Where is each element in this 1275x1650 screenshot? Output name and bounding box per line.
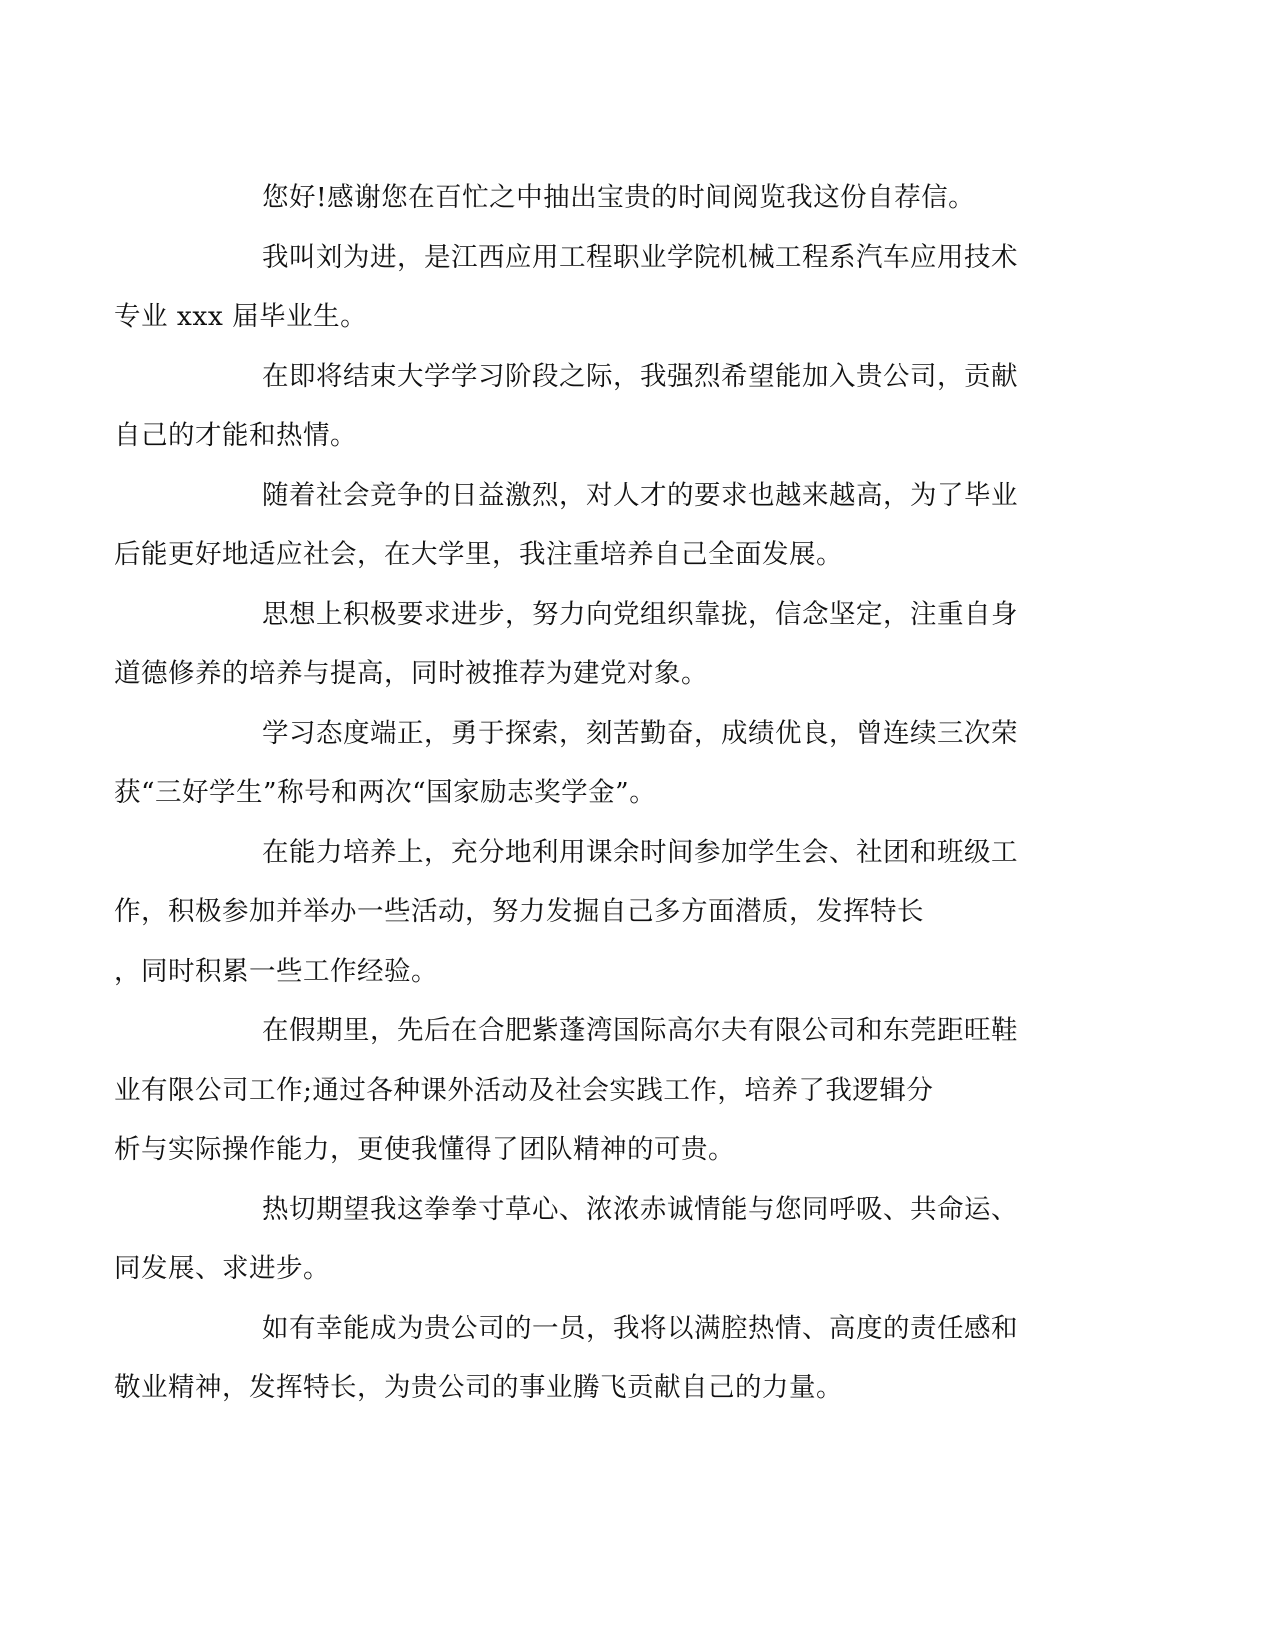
paragraph-line: 析与实际操作能力，更使我懂得了团队精神的可贵。 xyxy=(114,1134,735,1165)
paragraph-abilities xyxy=(114,823,1068,1002)
paragraph-line: ，同时积累一些工作经验。 xyxy=(114,955,438,987)
paragraph-line: 如有幸能成为贵公司的一员，我将以满腔热情、高度的责任感和 xyxy=(262,1312,1018,1344)
paragraph-line: 随着社会竞争的日益激烈，对人才的要求也越来越高，为了毕业 xyxy=(262,479,1018,511)
paragraph-experience xyxy=(114,1001,1068,1180)
paragraph-line: 后能更好地适应社会，在大学里，我注重培养自己全面发展。 xyxy=(114,539,843,570)
paragraph-closing xyxy=(114,1299,1068,1418)
paragraph-line: 同发展、求进步。 xyxy=(114,1253,330,1284)
paragraph-line: 在假期里，先后在合肥紫蓬湾国际高尔夫有限公司和东莞距旺鞋 xyxy=(262,1015,1018,1046)
paragraph-line: 敬业精神，发挥特长，为贵公司的事业腾飞贡献自己的力量。 xyxy=(114,1372,843,1403)
paragraph-hope xyxy=(114,1180,1068,1299)
paragraph-line: 作，积极参加并举办一些活动，努力发掘自己多方面潜质，发挥特长 xyxy=(114,896,924,927)
paragraph-line: 获“三好学生”称号和两次“国家励志奖学金”。 xyxy=(114,777,657,808)
paragraph-line: 在即将结束大学学习阶段之际，我强烈希望能加入贵公司，贡献 xyxy=(262,360,1018,392)
paragraph-line: 道德修养的培养与提高，同时被推荐为建党对象。 xyxy=(114,658,708,689)
paragraph-greeting xyxy=(188,168,1068,228)
paragraph-line: 在能力培养上，充分地利用课余时间参加学生会、社团和班级工 xyxy=(262,836,1018,868)
paragraph-line: 业有限公司工作;通过各种课外活动及社会实践工作，培养了我逻辑分 xyxy=(114,1074,934,1106)
paragraph-line: 您好!感谢您在百忙之中抽出宝贵的时间阅览我这份自荐信。 xyxy=(262,182,976,213)
paragraph-study xyxy=(114,704,1068,823)
paragraph-line: 专业 xxx 届毕业生。 xyxy=(114,301,368,332)
paragraph-intention xyxy=(114,347,1068,466)
paragraph-development xyxy=(114,466,1068,585)
letter-body xyxy=(114,168,1068,1418)
paragraph-line: 思想上积极要求进步，努力向党组织靠拢，信念坚定，注重自身 xyxy=(262,598,1018,630)
paragraph-line: 学习态度端正，勇于探索，刻苦勤奋，成绩优良，曾连续三次荣 xyxy=(262,717,1018,749)
paragraph-line: 自己的才能和热情。 xyxy=(114,420,357,451)
paragraph-ideology xyxy=(114,585,1068,704)
paragraph-introduction xyxy=(114,228,1068,347)
paragraph-line: 我叫刘为进，是江西应用工程职业学院机械工程系汽车应用技术 xyxy=(262,241,1018,273)
paragraph-line: 热切期望我这拳拳寸草心、浓浓赤诚情能与您同呼吸、共命运、 xyxy=(262,1193,1018,1225)
